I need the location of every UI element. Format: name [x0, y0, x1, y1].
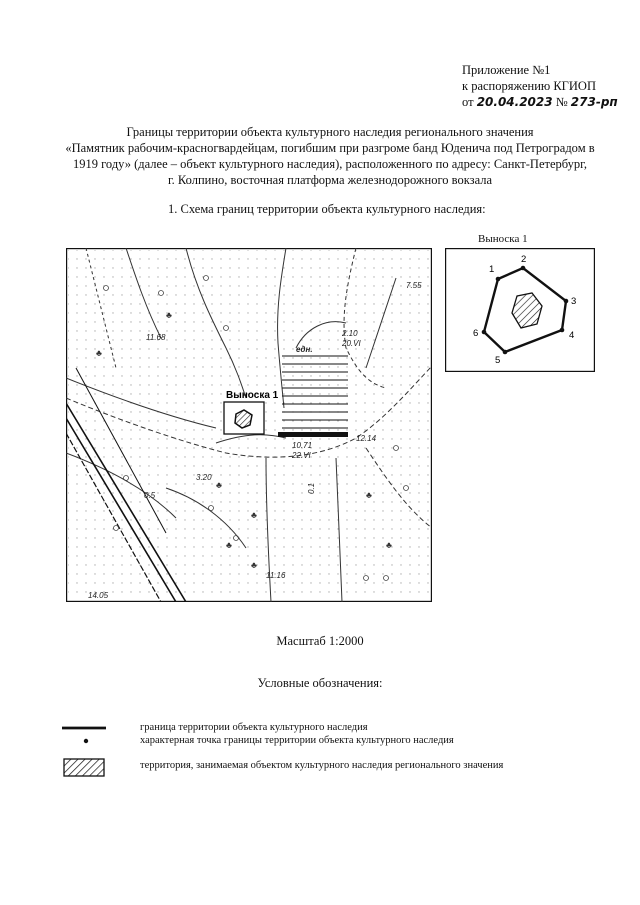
- map-label: 7.55: [406, 281, 422, 290]
- appendix-number-prefix: №: [555, 95, 568, 109]
- appendix-line-3: [462, 94, 618, 110]
- map-label: 20.VI: [342, 339, 361, 348]
- tree-symbol: ♣: [216, 480, 222, 490]
- appendix-line-2: к распоряжению КГИОП: [462, 79, 596, 93]
- boundary-point-symbol: [84, 739, 88, 743]
- appendix-number: 273-рп: [570, 95, 618, 109]
- monument-footprint: [235, 410, 252, 428]
- tree-symbol: ♣: [166, 310, 172, 320]
- appendix-date: 20.04.2023: [476, 95, 553, 109]
- inset-callout: [445, 248, 595, 372]
- inset-point-label: 1: [489, 264, 495, 275]
- legend-title: Условные обозначения:: [257, 676, 383, 690]
- map-label: едн.: [296, 345, 313, 354]
- section-heading: 1. Схема границ территории объекта культурного наследия:: [168, 202, 486, 216]
- appendix-date-prefix: от: [462, 95, 474, 109]
- tree-symbol: ♣: [96, 348, 102, 358]
- title-line-3: 1919 году» (далее – объект культурного наследия), расположенного по адресу: Санкт-Петербург,: [72, 157, 587, 171]
- tree-symbol: ♣: [366, 490, 372, 500]
- legend-item-boundary: граница территории объекта культурного наследия: [140, 722, 368, 733]
- tree-symbol: ♣: [226, 540, 232, 550]
- map-label: 11.16: [266, 571, 286, 580]
- platform-edge: [278, 432, 348, 437]
- boundary-scheme-map: [66, 248, 432, 602]
- inset-point-label: 5: [495, 355, 501, 366]
- map-label: 14.05: [88, 591, 109, 600]
- inset-point-label: 6: [473, 328, 479, 339]
- tree-symbol: ♣: [251, 510, 257, 520]
- map-label: 22.VI: [292, 451, 311, 460]
- appendix-line-1: Приложение №1: [462, 63, 551, 77]
- title-line-2: «Памятник рабочим-красногвардейцам, погибшим при разгроме банд Юденича под Петроградом в: [65, 141, 595, 155]
- inset-point-label: 3: [571, 296, 577, 307]
- legend-symbols: [60, 720, 120, 780]
- callout-label: Выноска 1: [226, 390, 279, 401]
- tree-symbol: ♣: [386, 540, 392, 550]
- map-label: 11.68: [146, 333, 166, 342]
- legend-item-point: характерная точка границы территории объекта культурного наследия: [140, 735, 454, 746]
- appendix-block: [462, 62, 618, 110]
- map-label: 0.5: [144, 491, 156, 500]
- map-label: 3.20: [196, 473, 212, 482]
- map-label: 2.10: [342, 329, 358, 338]
- inset-title: Выноска 1: [478, 233, 528, 245]
- map-label: 0.1: [307, 482, 316, 494]
- document-title: [40, 124, 620, 188]
- scale-label: Масштаб 1:2000: [276, 634, 364, 648]
- title-line-1: Границы территории объекта культурного наследия регионального значения: [126, 125, 534, 139]
- map-label: 10.71: [292, 441, 313, 450]
- title-line-4: г. Колпино, восточная платформа железнодорожного вокзала: [167, 173, 493, 187]
- tree-symbol: ♣: [251, 560, 257, 570]
- map-label: 12.14: [356, 434, 377, 443]
- legend-item-territory: территория, занимаемая объектом культурного наследия регионального значения: [140, 760, 504, 771]
- inset-point-label: 4: [569, 330, 575, 341]
- inset-point-label: 2: [521, 254, 527, 265]
- hatched-area-symbol: [64, 759, 104, 776]
